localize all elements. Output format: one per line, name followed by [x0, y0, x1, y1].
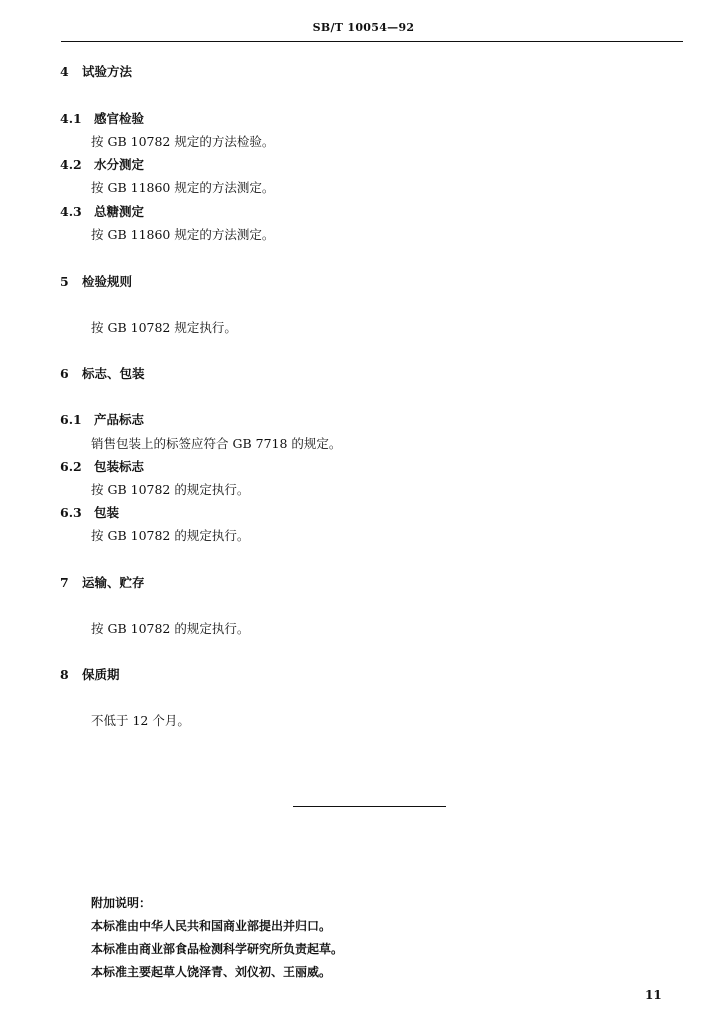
- section-4-heading: [60, 62, 132, 80]
- section-4-2-text: 按 GB 11860 规定的方法测定。: [91, 180, 275, 195]
- section-number: 5: [60, 274, 69, 289]
- section-number: 6: [60, 366, 69, 381]
- section-title: 包装标志: [94, 459, 145, 474]
- section-7-heading: [60, 573, 145, 591]
- notes-line: 本标准由中华人民共和国商业部提出并归口。: [91, 919, 332, 933]
- section-5-heading: [60, 272, 132, 290]
- notes-heading: 附加说明：: [91, 896, 152, 910]
- notes-line: 本标准主要起草人饶泽青、刘仪初、王丽威。: [91, 965, 332, 979]
- section-number: 7: [60, 575, 69, 590]
- standard-code: SB/T 10054—92: [312, 21, 415, 34]
- section-7-text: 按 GB 10782 的规定执行。: [91, 621, 250, 636]
- section-number: 4.1: [60, 111, 82, 126]
- page-number: 11: [645, 988, 662, 1002]
- section-6-2-text: 按 GB 10782 的规定执行。: [91, 482, 250, 497]
- section-6-1-heading: [60, 410, 144, 428]
- section-title: 产品标志: [94, 412, 145, 427]
- header-divider: [61, 41, 683, 42]
- section-title: 包装: [94, 505, 120, 520]
- notes-line: 本标准由商业部食品检测科学研究所负责起草。: [91, 942, 344, 956]
- section-number: 8: [60, 667, 69, 682]
- section-8-text: 不低于 12 个月。: [91, 713, 190, 728]
- section-title: 试验方法: [82, 64, 133, 79]
- section-6-3-heading: [60, 503, 119, 521]
- section-number: 6.2: [60, 459, 82, 474]
- section-6-heading: [60, 364, 145, 382]
- section-title: 保质期: [82, 667, 120, 682]
- section-6-2-heading: [60, 457, 144, 475]
- additional-notes: [91, 892, 343, 984]
- section-number: 4: [60, 64, 69, 79]
- section-4-3-heading: [60, 202, 144, 220]
- section-number: 4.2: [60, 157, 82, 172]
- section-number: 6.1: [60, 412, 82, 427]
- section-4-1-heading: [60, 109, 144, 127]
- section-4-2-heading: [60, 155, 144, 173]
- section-6-1-text: 销售包装上的标签应符合 GB 7718 的规定。: [91, 436, 342, 451]
- section-title: 标志、包装: [82, 366, 145, 381]
- section-title: 水分测定: [94, 157, 145, 172]
- end-divider: [293, 806, 446, 807]
- section-number: 6.3: [60, 505, 82, 520]
- section-5-text: 按 GB 10782 规定执行。: [91, 320, 237, 335]
- section-6-3-text: 按 GB 10782 的规定执行。: [91, 528, 250, 543]
- section-number: 4.3: [60, 204, 82, 219]
- section-title: 感官检验: [94, 111, 145, 126]
- section-title: 检验规则: [82, 274, 133, 289]
- section-4-3-text: 按 GB 11860 规定的方法测定。: [91, 227, 275, 242]
- section-8-heading: [60, 665, 120, 683]
- section-title: 运输、贮存: [82, 575, 145, 590]
- section-4-1-text: 按 GB 10782 规定的方法检验。: [91, 134, 275, 149]
- section-title: 总糖测定: [94, 204, 145, 219]
